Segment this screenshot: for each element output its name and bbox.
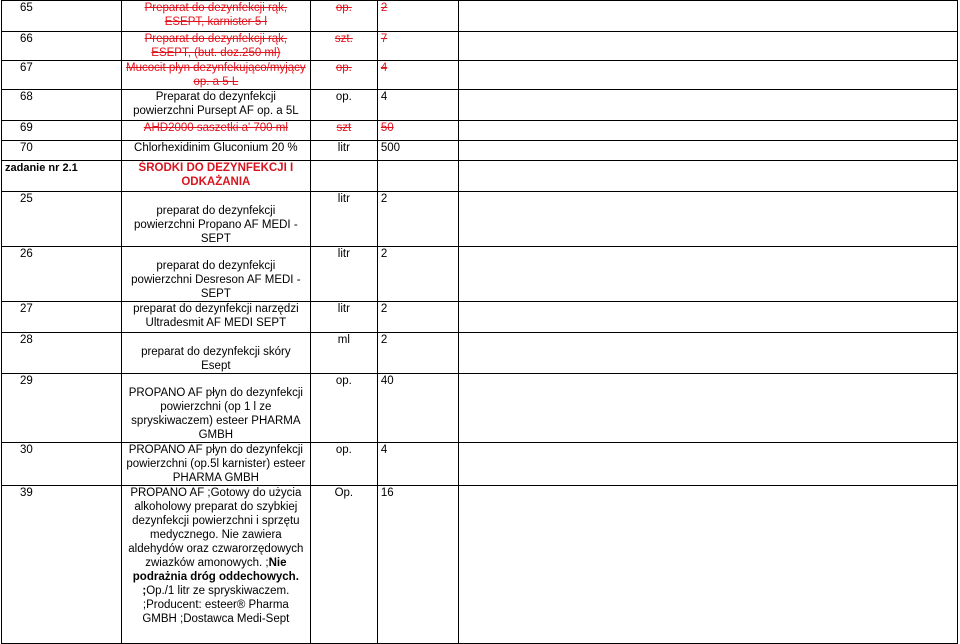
row-number: 67 (2, 61, 122, 90)
item-qty: 4 (377, 61, 458, 90)
row-number: 68 (2, 90, 122, 121)
item-qty: 50 (377, 121, 458, 141)
item-unit: op. (310, 443, 377, 486)
item-name (121, 486, 310, 644)
row-number: 39 (2, 486, 122, 644)
item-name: Mucocit płyn dezynfekująco/myjący op. a 5 L (121, 61, 310, 90)
item-unit: szt (310, 121, 377, 141)
empty-cell (459, 1, 958, 32)
table-row (2, 121, 958, 141)
item-name: preparat do dezynfekcji powierzchni Desreson AF MEDI - SEPT (121, 247, 310, 302)
section-header-row (2, 161, 958, 192)
empty-cell (459, 192, 958, 247)
item-qty: 500 (377, 141, 458, 161)
item-name: preparat do dezynfekcji powierzchni Propano AF MEDI - SEPT (121, 192, 310, 247)
table-row (2, 1, 958, 32)
table-row (2, 90, 958, 121)
empty-cell (459, 121, 958, 141)
empty-cell (377, 161, 458, 192)
item-name: preparat do dezynfekcji narzędzi Ultradesmit AF MEDI SEPT (121, 302, 310, 333)
row-number: 70 (2, 141, 122, 161)
item-warning: Nie podrażnia dróg oddechowych. ; (132, 557, 299, 597)
empty-cell (459, 90, 958, 121)
row-number: 26 (2, 247, 122, 302)
order-table (1, 0, 958, 644)
table-row (2, 61, 958, 90)
table-row (2, 141, 958, 161)
item-qty: 4 (377, 90, 458, 121)
item-unit: op. (310, 90, 377, 121)
table-row (2, 486, 958, 644)
table-row (2, 333, 958, 374)
item-qty: 2 (377, 333, 458, 374)
item-unit: op. (310, 374, 377, 443)
item-qty: 40 (377, 374, 458, 443)
row-number: 27 (2, 302, 122, 333)
row-number: 69 (2, 121, 122, 141)
row-number: 28 (2, 333, 122, 374)
table-row (2, 443, 958, 486)
item-unit: op. (310, 1, 377, 32)
empty-cell (310, 161, 377, 192)
item-name: Preparat do dezynfekcji powierzchni Pursept AF op. a 5L (121, 90, 310, 121)
item-description: PROPANO AF ;Gotowy do użycia alkoholowy preparat do szybkiej dezynfekcji powierzchni i sprzętu medycznego. Nie zawiera aldehydów oraz czwarorzędowych zwiazków amonowych. ; (128, 487, 304, 569)
item-unit: litr (310, 247, 377, 302)
row-number: 66 (2, 32, 122, 61)
section-label: zadanie nr 2.1 (2, 161, 122, 192)
empty-cell (459, 374, 958, 443)
item-unit: litr (310, 141, 377, 161)
item-qty: 7 (377, 32, 458, 61)
item-unit: szt. (310, 32, 377, 61)
row-number: 25 (2, 192, 122, 247)
item-unit: ml (310, 333, 377, 374)
item-name: Preparat do dezynfekcji rąk, ESEPT, (but. doz.250 ml) (121, 32, 310, 61)
empty-cell (459, 61, 958, 90)
item-unit: litr (310, 302, 377, 333)
item-name: PROPANO AF płyn do dezynfekcji powierzchni (op 1 l ze spryskiwaczem) esteer PHARMA GMBH (121, 374, 310, 443)
item-name: Preparat do dezynfekcji rąk, ESEPT, karnister 5 l (121, 1, 310, 32)
empty-cell (459, 161, 958, 192)
empty-cell (459, 443, 958, 486)
empty-cell (459, 333, 958, 374)
item-qty: 16 (377, 486, 458, 644)
item-unit: litr (310, 192, 377, 247)
row-number: 29 (2, 374, 122, 443)
empty-cell (459, 141, 958, 161)
item-packaging: Op./1 litr ze spryskiwaczem. ;Producent: esteer® Pharma GMBH ;Dostawca Medi-Sept (142, 585, 290, 625)
item-qty: 2 (377, 302, 458, 333)
item-qty: 4 (377, 443, 458, 486)
item-qty: 2 (377, 192, 458, 247)
table-row (2, 32, 958, 61)
empty-cell (459, 302, 958, 333)
item-name: Chlorhexidinim Gluconium 20 % (121, 141, 310, 161)
table-row (2, 374, 958, 443)
empty-cell (459, 486, 958, 644)
row-number: 65 (2, 1, 122, 32)
empty-cell (459, 32, 958, 61)
row-number: 30 (2, 443, 122, 486)
item-qty: 2 (377, 1, 458, 32)
item-name: AHD2000 saszetki a' 700 ml (121, 121, 310, 141)
table-row (2, 302, 958, 333)
table-row (2, 247, 958, 302)
item-name: PROPANO AF płyn do dezynfekcji powierzchni (op.5l karnister) esteer PHARMA GMBH (121, 443, 310, 486)
empty-cell (459, 247, 958, 302)
table-row (2, 192, 958, 247)
item-name: preparat do dezynfekcji skóry Esept (121, 333, 310, 374)
section-title: ŚRODKI DO DEZYNFEKCJI I ODKAŻANIA (121, 161, 310, 192)
item-unit: Op. (310, 486, 377, 644)
item-qty: 2 (377, 247, 458, 302)
item-unit: op. (310, 61, 377, 90)
